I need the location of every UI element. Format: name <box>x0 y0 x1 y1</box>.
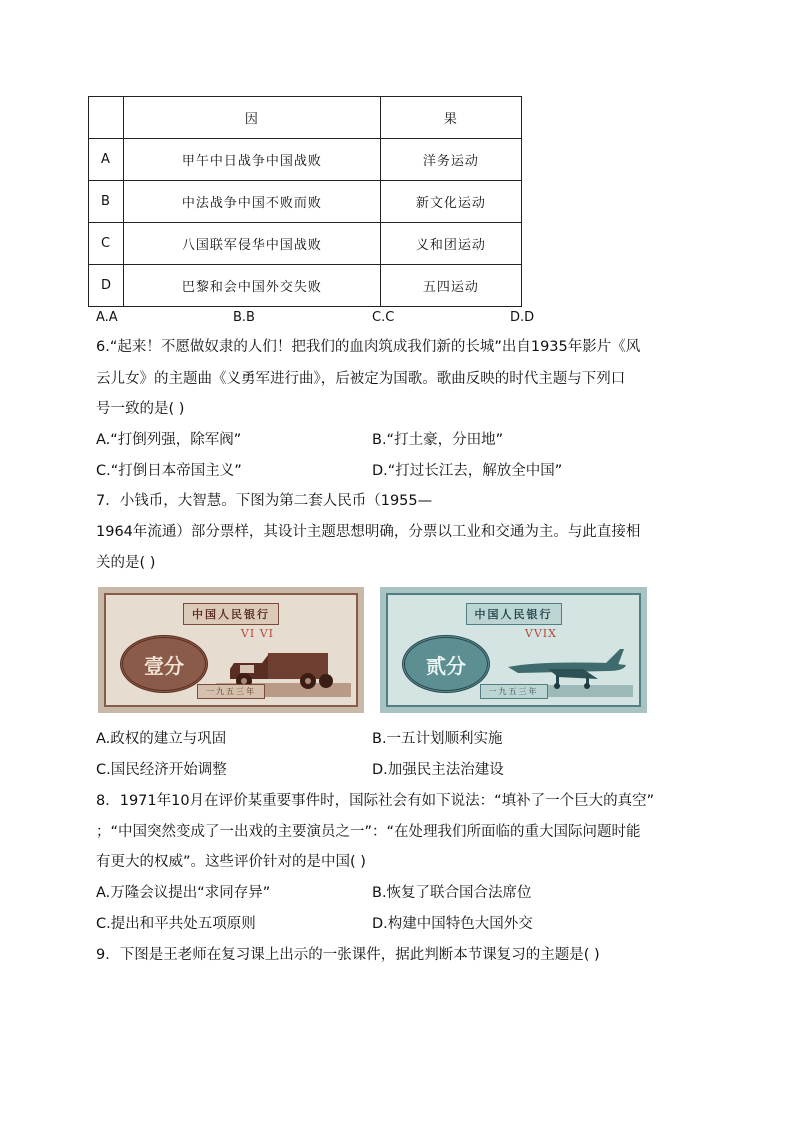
q7-option-b[interactable]: B.一五计划顺利实施 <box>372 731 503 747</box>
q7-stem-line: 7．小钱币，大智慧。下图为第二套人民币（1955— <box>96 493 433 509</box>
row-cause: 中法战争中国不败而败 <box>124 181 381 223</box>
q5-option-d[interactable]: D.D <box>510 310 535 325</box>
q6-option-b[interactable]: B.“打土豪，分田地” <box>372 432 504 448</box>
table-row <box>89 139 522 181</box>
q8-option-a[interactable]: A.万隆会议提出“求同存异” <box>96 885 271 901</box>
issue-year: 一九五三年 <box>480 684 548 699</box>
issue-year: 一九五三年 <box>197 684 265 699</box>
row-effect: 五四运动 <box>380 265 521 307</box>
q8-option-c[interactable]: C.提出和平共处五项原则 <box>96 916 256 932</box>
row-label: A <box>89 139 124 181</box>
cause-effect-table <box>88 96 522 307</box>
row-cause: 巴黎和会中国外交失败 <box>124 265 381 307</box>
q7-option-a[interactable]: A.政权的建立与巩固 <box>96 731 227 747</box>
q5-option-b[interactable]: B.B <box>233 310 255 325</box>
q7-option-d[interactable]: D.加强民主法治建设 <box>372 762 504 778</box>
row-label: C <box>89 223 124 265</box>
q6-option-a[interactable]: A.“打倒列强，除军阀” <box>96 432 242 448</box>
q6-option-c[interactable]: C.“打倒日本帝国主义” <box>96 463 242 479</box>
q6-stem-line: 号一致的是( ) <box>96 401 185 417</box>
q8-stem-line: 有更大的权威”。这些评价针对的是中国( ) <box>96 854 366 870</box>
bank-title: 中国人民银行 <box>183 603 279 625</box>
q7-stem-line: 1964年流通）部分票样，其设计主题思想明确，分票以工业和交通为主。与此直接相 <box>96 524 641 540</box>
q7-option-c[interactable]: C.国民经济开始调整 <box>96 762 227 778</box>
q8-option-d[interactable]: D.构建中国特色大国外交 <box>372 916 533 932</box>
row-effect: 新文化运动 <box>380 181 521 223</box>
q5-option-a[interactable]: A.A <box>96 310 118 325</box>
q7-stem-line: 关的是( ) <box>96 555 156 571</box>
table-header-row <box>89 97 522 139</box>
table-row <box>89 223 522 265</box>
q6-option-d[interactable]: D.“打过长江去，解放全中国” <box>372 463 563 479</box>
row-label: D <box>89 265 124 307</box>
q6-stem-line: 6.“起来！不愿做奴隶的人们！把我们的血肉筑成我们新的长城”出自1935年影片《风 <box>96 339 641 355</box>
serial-number: VVIX <box>524 627 557 640</box>
bank-title: 中国人民银行 <box>466 603 562 625</box>
q8-stem-line: ；“中国突然变成了一出戏的主要演员之一”：“在处理我们所面临的重大国际问题时能 <box>96 824 641 840</box>
q9-stem-line: 9．下图是王老师在复习课上出示的一张课件，据此判断本节课复习的主题是( ) <box>96 947 600 963</box>
serial-number: VI VI <box>240 627 274 640</box>
banknote-one-fen <box>98 587 364 713</box>
row-label: B <box>89 181 124 223</box>
table-row <box>89 181 522 223</box>
row-cause: 甲午中日战争中国战败 <box>124 139 381 181</box>
q5-option-c[interactable]: C.C <box>372 310 395 325</box>
table-header-cause: 因 <box>124 97 381 139</box>
denomination: 壹分 <box>120 635 208 693</box>
table-header-effect: 果 <box>380 97 521 139</box>
q8-stem-line: 8．1971年10月在评价某重要事件时，国际社会有如下说法：“填补了一个巨大的真空” <box>96 793 655 809</box>
denomination: 贰分 <box>402 635 490 693</box>
banknote-two-fen <box>380 587 647 713</box>
row-cause: 八国联军侵华中国战败 <box>124 223 381 265</box>
table-header-cell <box>89 97 124 139</box>
row-effect: 洋务运动 <box>380 139 521 181</box>
q8-option-b[interactable]: B.恢复了联合国合法席位 <box>372 885 532 901</box>
q6-stem-line: 云儿女》的主题曲《义勇军进行曲》，后被定为国歌。歌曲反映的时代主题与下列口 <box>96 371 626 387</box>
row-effect: 义和团运动 <box>380 223 521 265</box>
table-row <box>89 265 522 307</box>
